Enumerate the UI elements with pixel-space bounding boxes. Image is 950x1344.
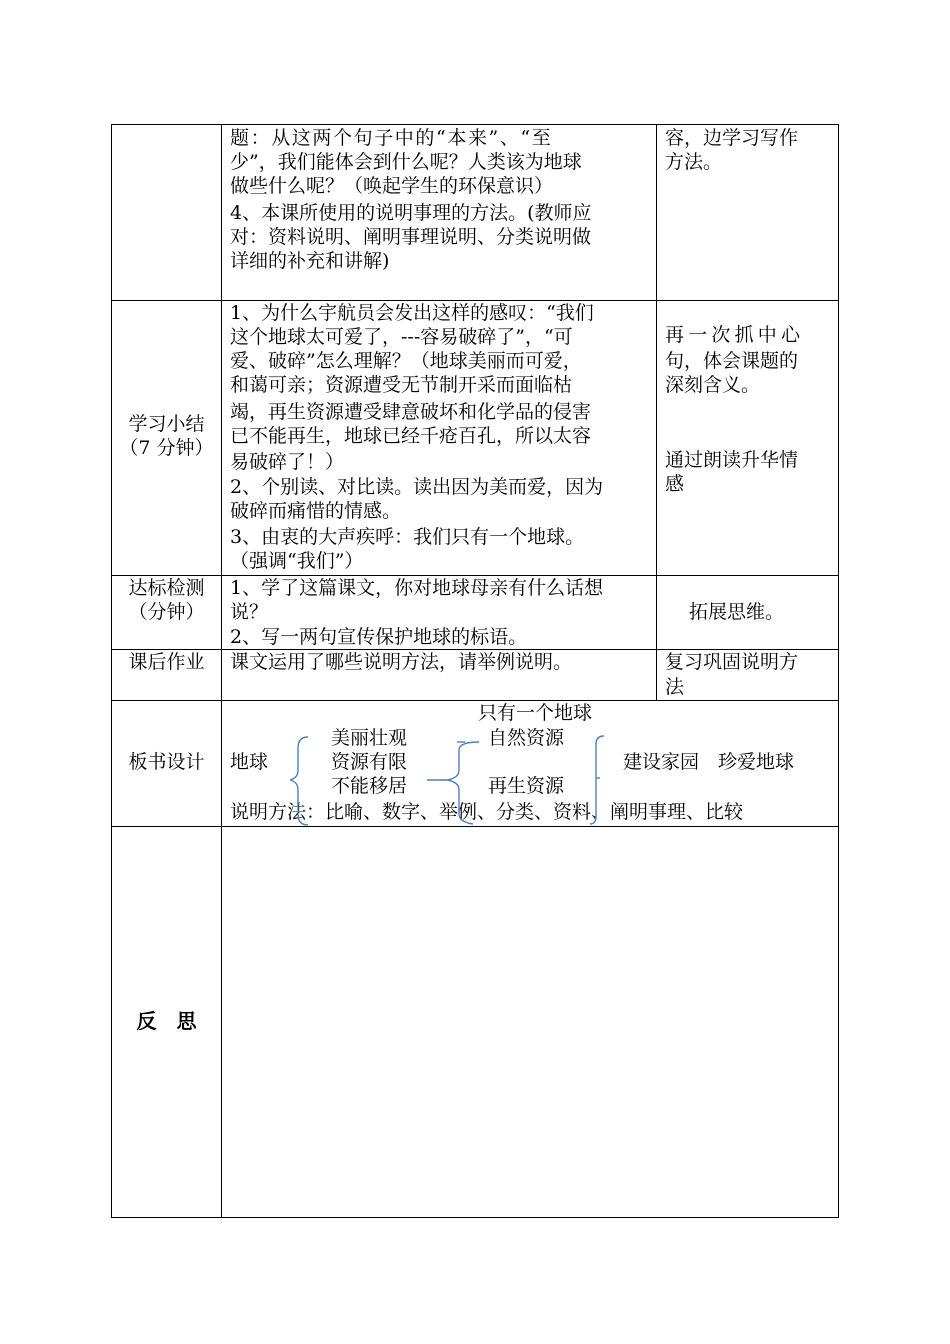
row4-content-line: 课文运用了哪些说明方法，请举例说明。 bbox=[230, 651, 573, 673]
right-brace-icon bbox=[590, 734, 606, 826]
row1-content-line: 4、本课所使用的说明事理的方法。(教师应 bbox=[230, 202, 592, 224]
row6-label-line: 反 思 bbox=[136, 1009, 197, 1033]
row1-content-line: 做些什么呢？（唤起学生的环保意识） bbox=[230, 175, 554, 197]
row2-content-line: 和蔼可亲；资源遭受无节制开采而面临枯 bbox=[230, 374, 573, 396]
row2-content-line: 爱、破碎”怎么理解？（地球美丽而可爱， bbox=[230, 350, 582, 372]
row2-content-line: 破碎而痛惜的情感。 bbox=[230, 500, 402, 522]
row2-content-line: 竭，再生资源遭受肆意破坏和化学品的侵害 bbox=[230, 401, 592, 423]
row3-content-line: 1、学了这篇课文，你对地球母亲有什么话想 bbox=[230, 577, 604, 599]
row2-note-line: 句，体会课题的 bbox=[665, 350, 799, 372]
board-resource: 再生资源 bbox=[488, 775, 565, 797]
row3-note-line: 拓展思维。 bbox=[689, 601, 785, 623]
row2-content-line: 已不能再生，地球已经千疮百孔，所以太容 bbox=[230, 425, 592, 447]
row1-label-cell bbox=[111, 124, 222, 301]
row3-label-line: （分钟） bbox=[128, 601, 205, 623]
row3-label-line: 达标检测 bbox=[128, 577, 205, 599]
row1-content-line: 少”，我们能体会到什么呢？人类该为地球 bbox=[230, 151, 582, 173]
row2-content-line: （强调“我们”） bbox=[230, 550, 364, 572]
row2-content-line: 1、为什么宇航员会发出这样的感叹：“我们 bbox=[230, 302, 594, 324]
row2-label-line: 学习小结 bbox=[128, 413, 205, 435]
row2-content-line: 易破碎了！） bbox=[230, 451, 345, 473]
row1-note-line: 方法。 bbox=[665, 151, 723, 173]
board-title: 只有一个地球 bbox=[478, 702, 593, 724]
board-trait: 资源有限 bbox=[331, 751, 408, 773]
board-trait: 美丽壮观 bbox=[331, 727, 408, 749]
board-earth: 地球 bbox=[230, 751, 269, 773]
row2-label-line: （7 分钟） bbox=[119, 437, 214, 459]
row1-content-line: 详细的补充和讲解) bbox=[230, 250, 390, 272]
row1-content-line: 对：资料说明、阐明事理说明、分类说明做 bbox=[230, 226, 592, 248]
row4-note-line: 复习巩固说明方 bbox=[665, 651, 799, 673]
left-brace-icon bbox=[288, 736, 310, 826]
row1-content-line: 题：从这两个句子中的“本来”、“至 bbox=[230, 127, 553, 149]
row2-note-line: 通过朗读升华情 bbox=[665, 449, 799, 471]
row2-note-line: 再一次抓中心 bbox=[665, 324, 805, 346]
row6-content-cell bbox=[221, 826, 839, 1218]
board-trait: 不能移居 bbox=[331, 775, 408, 797]
row2-content-line: 2、个别读、对比读。读出因为美而爱，因为 bbox=[230, 476, 604, 498]
row3-content-line: 说？ bbox=[230, 601, 269, 623]
row4-note-line: 法 bbox=[665, 676, 685, 698]
row5-label-line: 板书设计 bbox=[128, 751, 205, 773]
board-actions: 建设家园 珍爱地球 bbox=[623, 751, 795, 773]
row1-note-line: 容，边学习写作 bbox=[665, 127, 799, 149]
row2-content-line: 这个地球太可爱了，---容易破碎了”，“可 bbox=[230, 326, 573, 348]
board-methods: 说明方法：比喻、数字、举例、分类、资料、阐明事理、比较 bbox=[230, 801, 744, 823]
row4-label-line: 课后作业 bbox=[128, 651, 205, 673]
row3-content-line: 2、写一两句宣传保护地球的标语。 bbox=[230, 626, 528, 648]
row2-content-line: 3、由衷的大声疾呼：我们只有一个地球。 bbox=[230, 526, 585, 548]
row2-note-line: 深刻含义。 bbox=[665, 374, 761, 396]
row2-note-line: 感 bbox=[665, 473, 685, 495]
board-resource: 自然资源 bbox=[488, 727, 565, 749]
middle-brace-icon bbox=[425, 736, 481, 826]
